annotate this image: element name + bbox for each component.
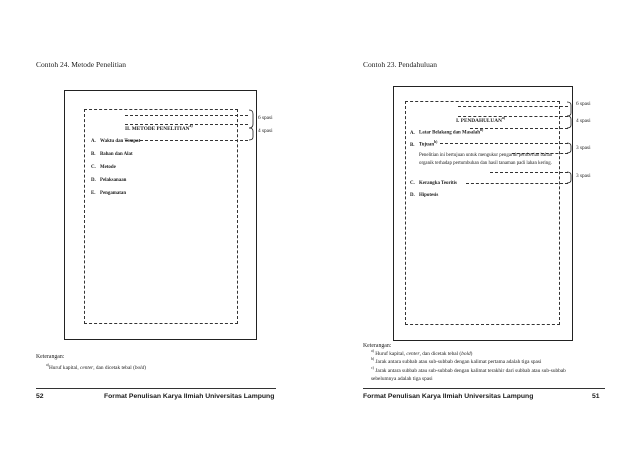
right-footer-page-number: 51 [592,393,600,400]
right-annotation-4-spasi: 4 spasi [576,118,591,124]
left-annotation-4-spasi: 4 spasi [258,128,273,134]
section-letter: C. [91,165,96,170]
right-annotation-6-spasi: 6 spasi [576,101,591,107]
note-text: ) [470,351,473,357]
section-letter: B. [410,142,415,148]
section-title: Bahan dan Alat [100,152,133,157]
left-chapter-heading-text: II. METODE PENELITIAN [125,126,190,132]
section-letter: C. [410,181,415,186]
section-title: Latar Belakang dan Masalah [419,130,480,136]
note-text: Huruf kapital, [48,365,80,371]
right-brace-6-spasi [567,102,571,116]
right-brace-3-spasi-2 [567,172,571,183]
note-text: ) [144,365,147,371]
section-letter: D. [91,178,96,183]
note-sup: a) [371,349,374,354]
section-sup: b) [479,128,484,132]
right-brace-3-spasi-1 [567,143,571,153]
section-title: Pelaksanaan [100,178,127,183]
right-footer-rule [363,388,605,389]
note-text: , dan dicetak tebal ( [419,351,462,357]
note-text: Jarak antara subbab atau sub-subbab dengan kalimat terakhir dari subbab atau sub-subbab sebelumnya adalah tiga spasi [371,368,566,382]
right-footer-title: Format Penulisan Karya Ilmiah Universitas Lampung [363,393,534,400]
right-annotation-3-spasi-2: 3 spasi [576,173,591,179]
note-sup: a) [46,363,49,368]
left-example-title: Contoh 24. Metode Penelitian [36,60,126,69]
right-brace-4-spasi [567,116,571,128]
section-title: Metode [100,165,116,170]
section-letter: E. [91,191,96,196]
section-title: Pengamatan [100,191,127,196]
section-title: Hipotesis [419,193,439,198]
section-sup: b) [434,140,438,144]
section-title: Kerangka Teoritis [419,181,457,186]
right-body-paragraph: Penelitian ini bertujuan untuk mengukur pengaruh pemberian bahan organik terhadap pertumbuhan dan hasil tanaman padi lahan kering. [419,153,553,167]
section-title: Tujuan [419,142,435,148]
note-sup: b) [371,357,375,362]
right-note-b [371,359,541,365]
section-letter: A. [410,130,415,136]
note-sup: c) [371,366,374,371]
note-italic: bold [461,351,471,357]
section-title: Waktu dan Tempat [100,139,141,144]
note-italic: center [406,351,420,357]
note-italic: bold [134,365,145,371]
note-text: Huruf kapital, [375,351,407,357]
left-notes-title: Keterangan: [36,354,65,360]
left-chapter-heading-sup: a) [189,124,193,129]
left-footer-page-number: 52 [36,393,44,400]
note-text: Jarak antara subbab atau sub-subbab dengan kalimat pertama adalah tiga spasi [375,359,542,365]
right-note-c [371,367,591,383]
right-chapter-heading-sup: a) [501,116,506,121]
right-notes-title: Keterangan: [363,343,392,349]
left-footer-title: Format Penulisan Karya Ilmiah Universitas Lampung [104,393,275,400]
section-letter: A. [91,139,96,144]
right-chapter-heading-text: I. PENDAHULUAN [456,118,502,124]
right-annotation-3-spasi-1: 3 spasi [576,145,591,151]
right-example-title: Contoh 23. Pendahuluan [363,60,437,69]
section-letter: B. [91,152,96,157]
section-letter: D. [410,193,415,198]
right-note-a [371,351,472,357]
note-italic: center [80,365,94,371]
left-annotation-6-spasi: 6 spasi [258,115,273,121]
note-text: , dan dicetak tebal ( [93,365,135,371]
